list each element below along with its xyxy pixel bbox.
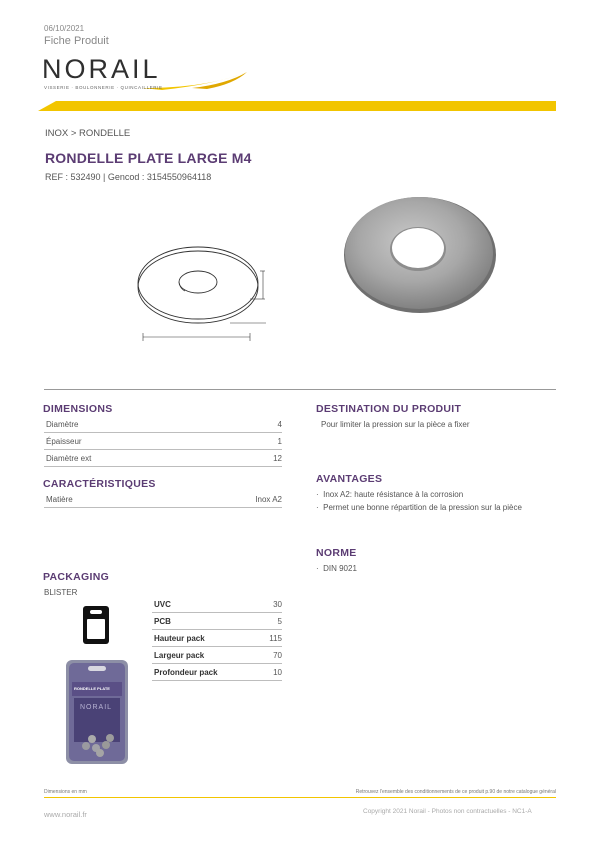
dimensions-note: Dimensions en mm (44, 789, 87, 795)
dimension-label: Épaisseur (46, 437, 82, 446)
norme-heading: NORME (316, 547, 357, 559)
norme-text: DIN 9021 (323, 564, 357, 573)
destination-heading: DESTINATION DU PRODUIT (316, 403, 462, 415)
blister-brand: NORAIL (80, 704, 113, 711)
breadcrumb: INOX > RONDELLE (45, 128, 131, 139)
table-row (152, 665, 282, 681)
table-row (44, 492, 282, 508)
avantage-text: Permet une bonne répartition de la pression sur la pièce (323, 503, 522, 512)
norail-logo (42, 54, 252, 100)
table-row (44, 451, 282, 467)
dimension-value: 1 (277, 437, 282, 446)
product-title: RONDELLE PLATE LARGE M4 (45, 150, 252, 166)
caracteristique-value: Inox A2 (255, 495, 282, 504)
caracteristique-label: Matière (46, 495, 73, 504)
list-item (316, 488, 556, 501)
product-reference: REF : 532490 | Gencod : 3154550964118 (45, 172, 212, 182)
logo-tagline: VISSERIE · BOULONNERIE · QUINCAILLERIE (44, 85, 163, 90)
packaging-value: 10 (273, 668, 282, 677)
packaging-heading: PACKAGING (43, 571, 110, 583)
header-bar-notch (38, 101, 56, 111)
packaging-type: BLISTER (44, 588, 78, 597)
dimension-label: Diamètre (46, 420, 79, 429)
document-date: 06/10/2021 (44, 24, 85, 33)
packaging-value: 5 (277, 617, 282, 626)
blister-pack-photo (66, 660, 128, 764)
packaging-label: PCB (154, 617, 171, 626)
logo-swoosh-icon (42, 54, 252, 100)
header-yellow-bar (38, 101, 556, 111)
dimension-label: Diamètre ext (46, 454, 92, 463)
list-item (316, 501, 556, 514)
document-type: Fiche Produit (44, 35, 109, 47)
packaging-label: Hauteur pack (154, 634, 205, 643)
avantages-heading: AVANTAGES (316, 473, 383, 485)
washer-technical-drawing (130, 225, 275, 350)
website-link[interactable]: www.norail.fr (44, 810, 87, 819)
packaging-label: Profondeur pack (154, 668, 218, 677)
packaging-value: 70 (273, 651, 282, 660)
logo-wordmark: NORAIL (42, 54, 161, 84)
dimension-value: 4 (277, 420, 282, 429)
packaging-label: Largeur pack (154, 651, 205, 660)
destination-text: Pour limiter la pression sur la pièce a fixer (321, 420, 470, 429)
bullet-icon: · (316, 564, 324, 573)
packaging-value: 115 (269, 634, 282, 643)
table-row (44, 417, 282, 433)
table-row (152, 614, 282, 630)
bullet-icon: · (316, 490, 324, 499)
packaging-value: 30 (273, 600, 282, 609)
table-row (44, 434, 282, 450)
catalog-note: Retrouvez l'ensemble des conditionnements de ce produit p.90 de notre catalogue général (355, 789, 556, 795)
table-row (152, 597, 282, 613)
dimensions-heading: DIMENSIONS (43, 403, 113, 415)
washer-photo (340, 195, 500, 320)
caracteristiques-heading: CARACTÉRISTIQUES (43, 478, 156, 490)
table-row (152, 648, 282, 664)
list-item (316, 562, 556, 575)
dimension-value: 12 (273, 454, 282, 463)
packaging-label: UVC (154, 600, 171, 609)
avantage-text: Inox A2: haute résistance à la corrosion (323, 490, 464, 499)
blister-icon (82, 605, 110, 645)
table-row (152, 631, 282, 647)
content-separator (44, 389, 556, 390)
footer-yellow-line (44, 797, 556, 798)
copyright-text: Copyright 2021 Norail - Photos non contractuelles - NC1-A (363, 808, 532, 815)
blister-label: RONDELLE PLATE (74, 686, 110, 691)
bullet-icon: · (316, 503, 324, 512)
